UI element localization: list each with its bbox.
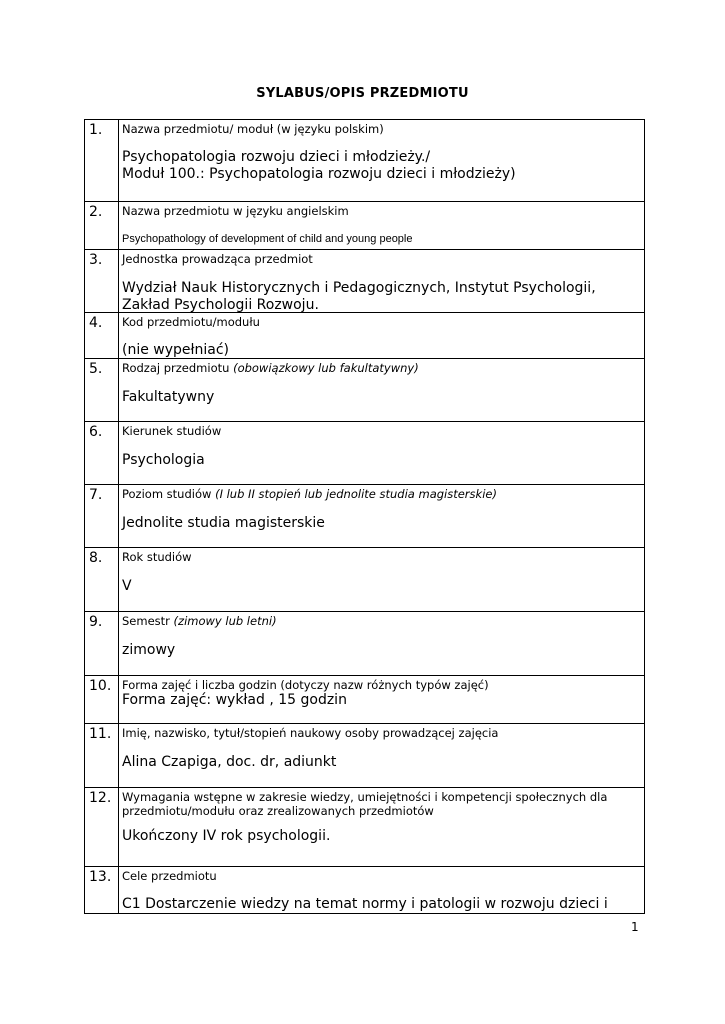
field-value: Jednolite studia magisterskie bbox=[122, 515, 325, 531]
field-label: Jednostka prowadząca przedmiot bbox=[122, 252, 313, 266]
table-row bbox=[84, 866, 645, 914]
field-value: Psychopathology of development of child and young people bbox=[122, 233, 413, 245]
field-label: Nazwa przedmiotu w języku angielskim bbox=[122, 204, 349, 218]
field-value: Ukończony IV rok psychologii. bbox=[122, 828, 331, 844]
field-label: Imię, nazwisko, tytuł/stopień naukowy osoby prowadzącej zajęcia bbox=[122, 726, 499, 740]
field-label: Nazwa przedmiotu/ moduł (w języku polskim) bbox=[122, 122, 384, 136]
table-row bbox=[84, 723, 645, 787]
field-value: Moduł 100.: Psychopatologia rozwoju dzieci i młodzieży) bbox=[122, 166, 516, 182]
table-row bbox=[84, 312, 645, 358]
row-number: 10. bbox=[85, 676, 119, 723]
field-label: przedmiotu/modułu oraz zrealizowanych przedmiotów bbox=[122, 804, 434, 818]
row-number: 3. bbox=[85, 250, 119, 312]
table-row bbox=[84, 547, 645, 611]
field-label: Forma zajęć i liczba godzin (dotyczy nazw różnych typów zajęć) bbox=[122, 678, 489, 692]
field-value: V bbox=[122, 578, 132, 594]
field-value: Wydział Nauk Historycznych i Pedagogicznych, Instytut Psychologii, bbox=[122, 280, 596, 296]
field-label: Wymagania wstępne w zakresie wiedzy, umiejętności i kompetencji społecznych dla bbox=[122, 790, 608, 804]
table-row bbox=[84, 201, 645, 249]
field-value: Alina Czapiga, doc. dr, adiunkt bbox=[122, 754, 337, 770]
table-row bbox=[84, 119, 645, 201]
field-value: C1 Dostarczenie wiedzy na temat normy i patologii w rozwoju dzieci i bbox=[122, 896, 608, 912]
field-label: Rok studiów bbox=[122, 550, 192, 564]
row-number: 8. bbox=[85, 548, 119, 611]
table-row bbox=[84, 484, 645, 547]
row-number: 9. bbox=[85, 612, 119, 675]
table-row bbox=[84, 787, 645, 866]
table-row bbox=[84, 249, 645, 312]
page-number: 1 bbox=[631, 920, 639, 934]
field-label: Rodzaj przedmiotu (obowiązkowy lub fakultatywny) bbox=[122, 361, 419, 375]
table-row bbox=[84, 611, 645, 675]
row-number: 6. bbox=[85, 422, 119, 484]
field-value: Fakultatywny bbox=[122, 389, 215, 405]
row-number: 2. bbox=[85, 202, 119, 249]
row-number: 1. bbox=[85, 120, 119, 201]
syllabus-table bbox=[84, 119, 645, 914]
row-number: 13. bbox=[85, 867, 119, 913]
row-number: 12. bbox=[85, 788, 119, 866]
field-label: Poziom studiów (I lub II stopień lub jednolite studia magisterskie) bbox=[122, 487, 497, 501]
field-value: zimowy bbox=[122, 642, 176, 658]
table-row bbox=[84, 421, 645, 484]
field-value: Zakład Psychologii Rozwoju. bbox=[122, 297, 319, 313]
field-label: Cele przedmiotu bbox=[122, 869, 217, 883]
field-value: (nie wypełniać) bbox=[122, 342, 230, 358]
field-value: Psychologia bbox=[122, 452, 205, 468]
table-row bbox=[84, 358, 645, 421]
field-value: Psychopatologia rozwoju dzieci i młodzieży./ bbox=[122, 149, 431, 165]
row-number: 11. bbox=[85, 724, 119, 787]
field-value: Forma zajęć: wykład , 15 godzin bbox=[122, 692, 347, 708]
field-label: Kierunek studiów bbox=[122, 424, 222, 438]
field-label: Kod przedmiotu/modułu bbox=[122, 315, 260, 329]
row-number: 7. bbox=[85, 485, 119, 547]
row-number: 5. bbox=[85, 359, 119, 421]
row-number: 4. bbox=[85, 313, 119, 358]
table-row bbox=[84, 675, 645, 723]
field-label: Semestr (zimowy lub letni) bbox=[122, 614, 277, 628]
document-title: SYLABUS/OPIS PRZEDMIOTU bbox=[256, 86, 469, 101]
